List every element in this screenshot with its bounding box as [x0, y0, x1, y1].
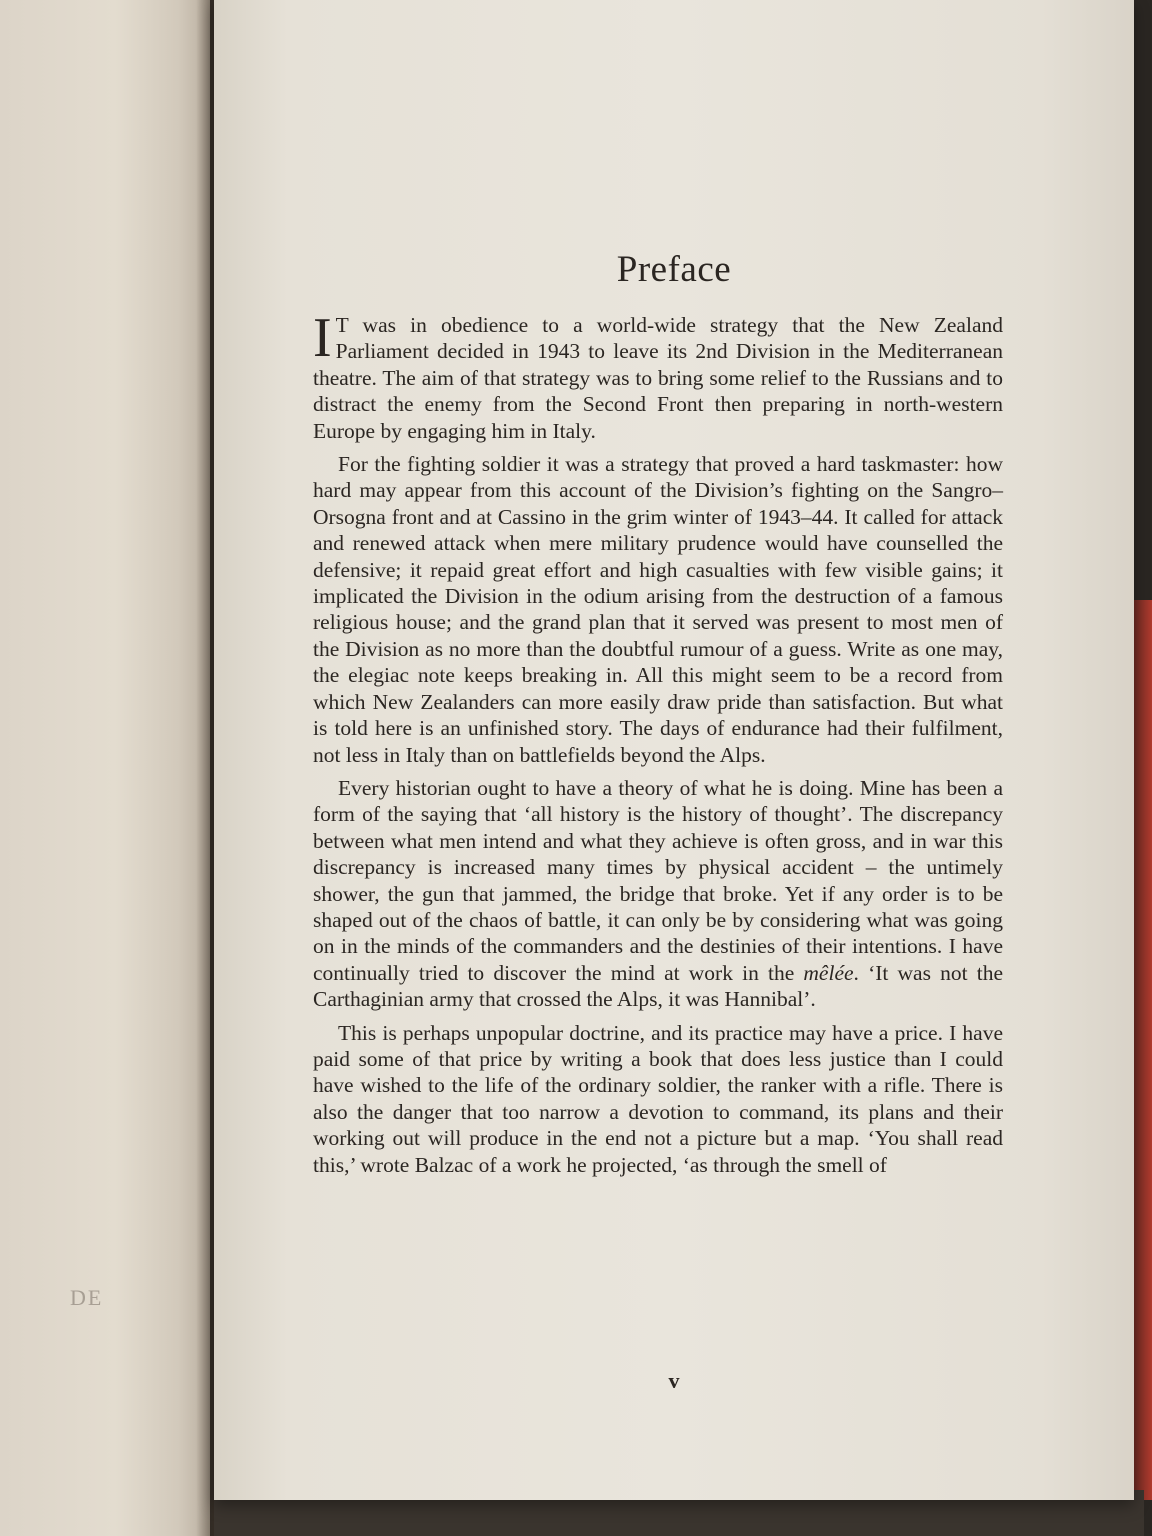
paragraph-3-text-a: Every historian ought to have a theory of what he is doing. Mine has been a form of the saying that ‘all history is the history of thought’. The discrepancy between what men intend and what they achieve is often gross, and in war this discrepancy is increased many times by physical accident – the untimely shower, the gun that jammed, the bridge that broke. Yet if any order is to be shaped out of the chaos of battle, it can only be by considering what was going on in the minds of the commanders and the destinies of their intentions. I have continually tried to discover the mind at work in the: [313, 775, 1003, 985]
left-page: [0, 0, 210, 1536]
paragraph-2: For the fighting soldier it was a strategy that proved a hard taskmaster: how hard may appear from this account of the Division’s fighting on the Sangro–Orsogna front and at Cassino in the grim winter of 1943–44. It called for attack and renewed attack when mere military prudence would have counselled the defensive; it repaid great effort and high casualties with few visible gains; it implicated the Division in the odium arising from the destruction of a famous religious house; and the grand plan that it served was present to most men of the Division as no more than the doubtful rumour of a guess. Write as one may, the elegiac note keeps breaking in. All this might seem to be a record from which New Zealanders can more easily draw pride than satisfaction. But what is told here is an unfinished story. The days of endurance had their fulfilment, not less in Italy than on battlefields beyond the Alps.: [313, 452, 1003, 767]
red-cover-edge: [1134, 600, 1152, 1500]
paragraph-3-text-b: . ‘It was not the Carthaginian army that crossed the Alps, it was Hannibal’.: [313, 960, 1004, 1012]
drop-cap: I: [313, 307, 332, 369]
paragraph-1-text: T was in obedience to a world-wide strategy that the New Zealand Parliament decided in 1943 to leave its 2nd Division in the Mediterranean theatre. The aim of that strategy was to bring some relief to the Russians and to distract the enemy from the Second Front then preparing in north-western Europe by engaging him in Italy.: [313, 313, 1003, 443]
paragraph-3-italic: mêlée: [803, 960, 854, 985]
preface-body: [313, 307, 1004, 1185]
paragraph-3: [313, 775, 1003, 1013]
page-title: Preface: [616, 249, 732, 290]
paragraph-4: This is perhaps unpopular doctrine, and its practice may have a price. I have paid some of that price by writing a book that does less justice than I could have wished to the life of the ordinary soldier, the ranker with a rifle. There is also the danger that too narrow a devotion to command, its plans and their working out will produce in the end not a picture but a map. ‘You shall read this,’ wrote Balzac of a work he projected, ‘as through the smell of: [313, 1020, 1003, 1177]
paragraph-1: [313, 307, 1003, 444]
left-page-edge-text: DE: [70, 1285, 104, 1310]
page-number: v: [668, 1368, 680, 1393]
